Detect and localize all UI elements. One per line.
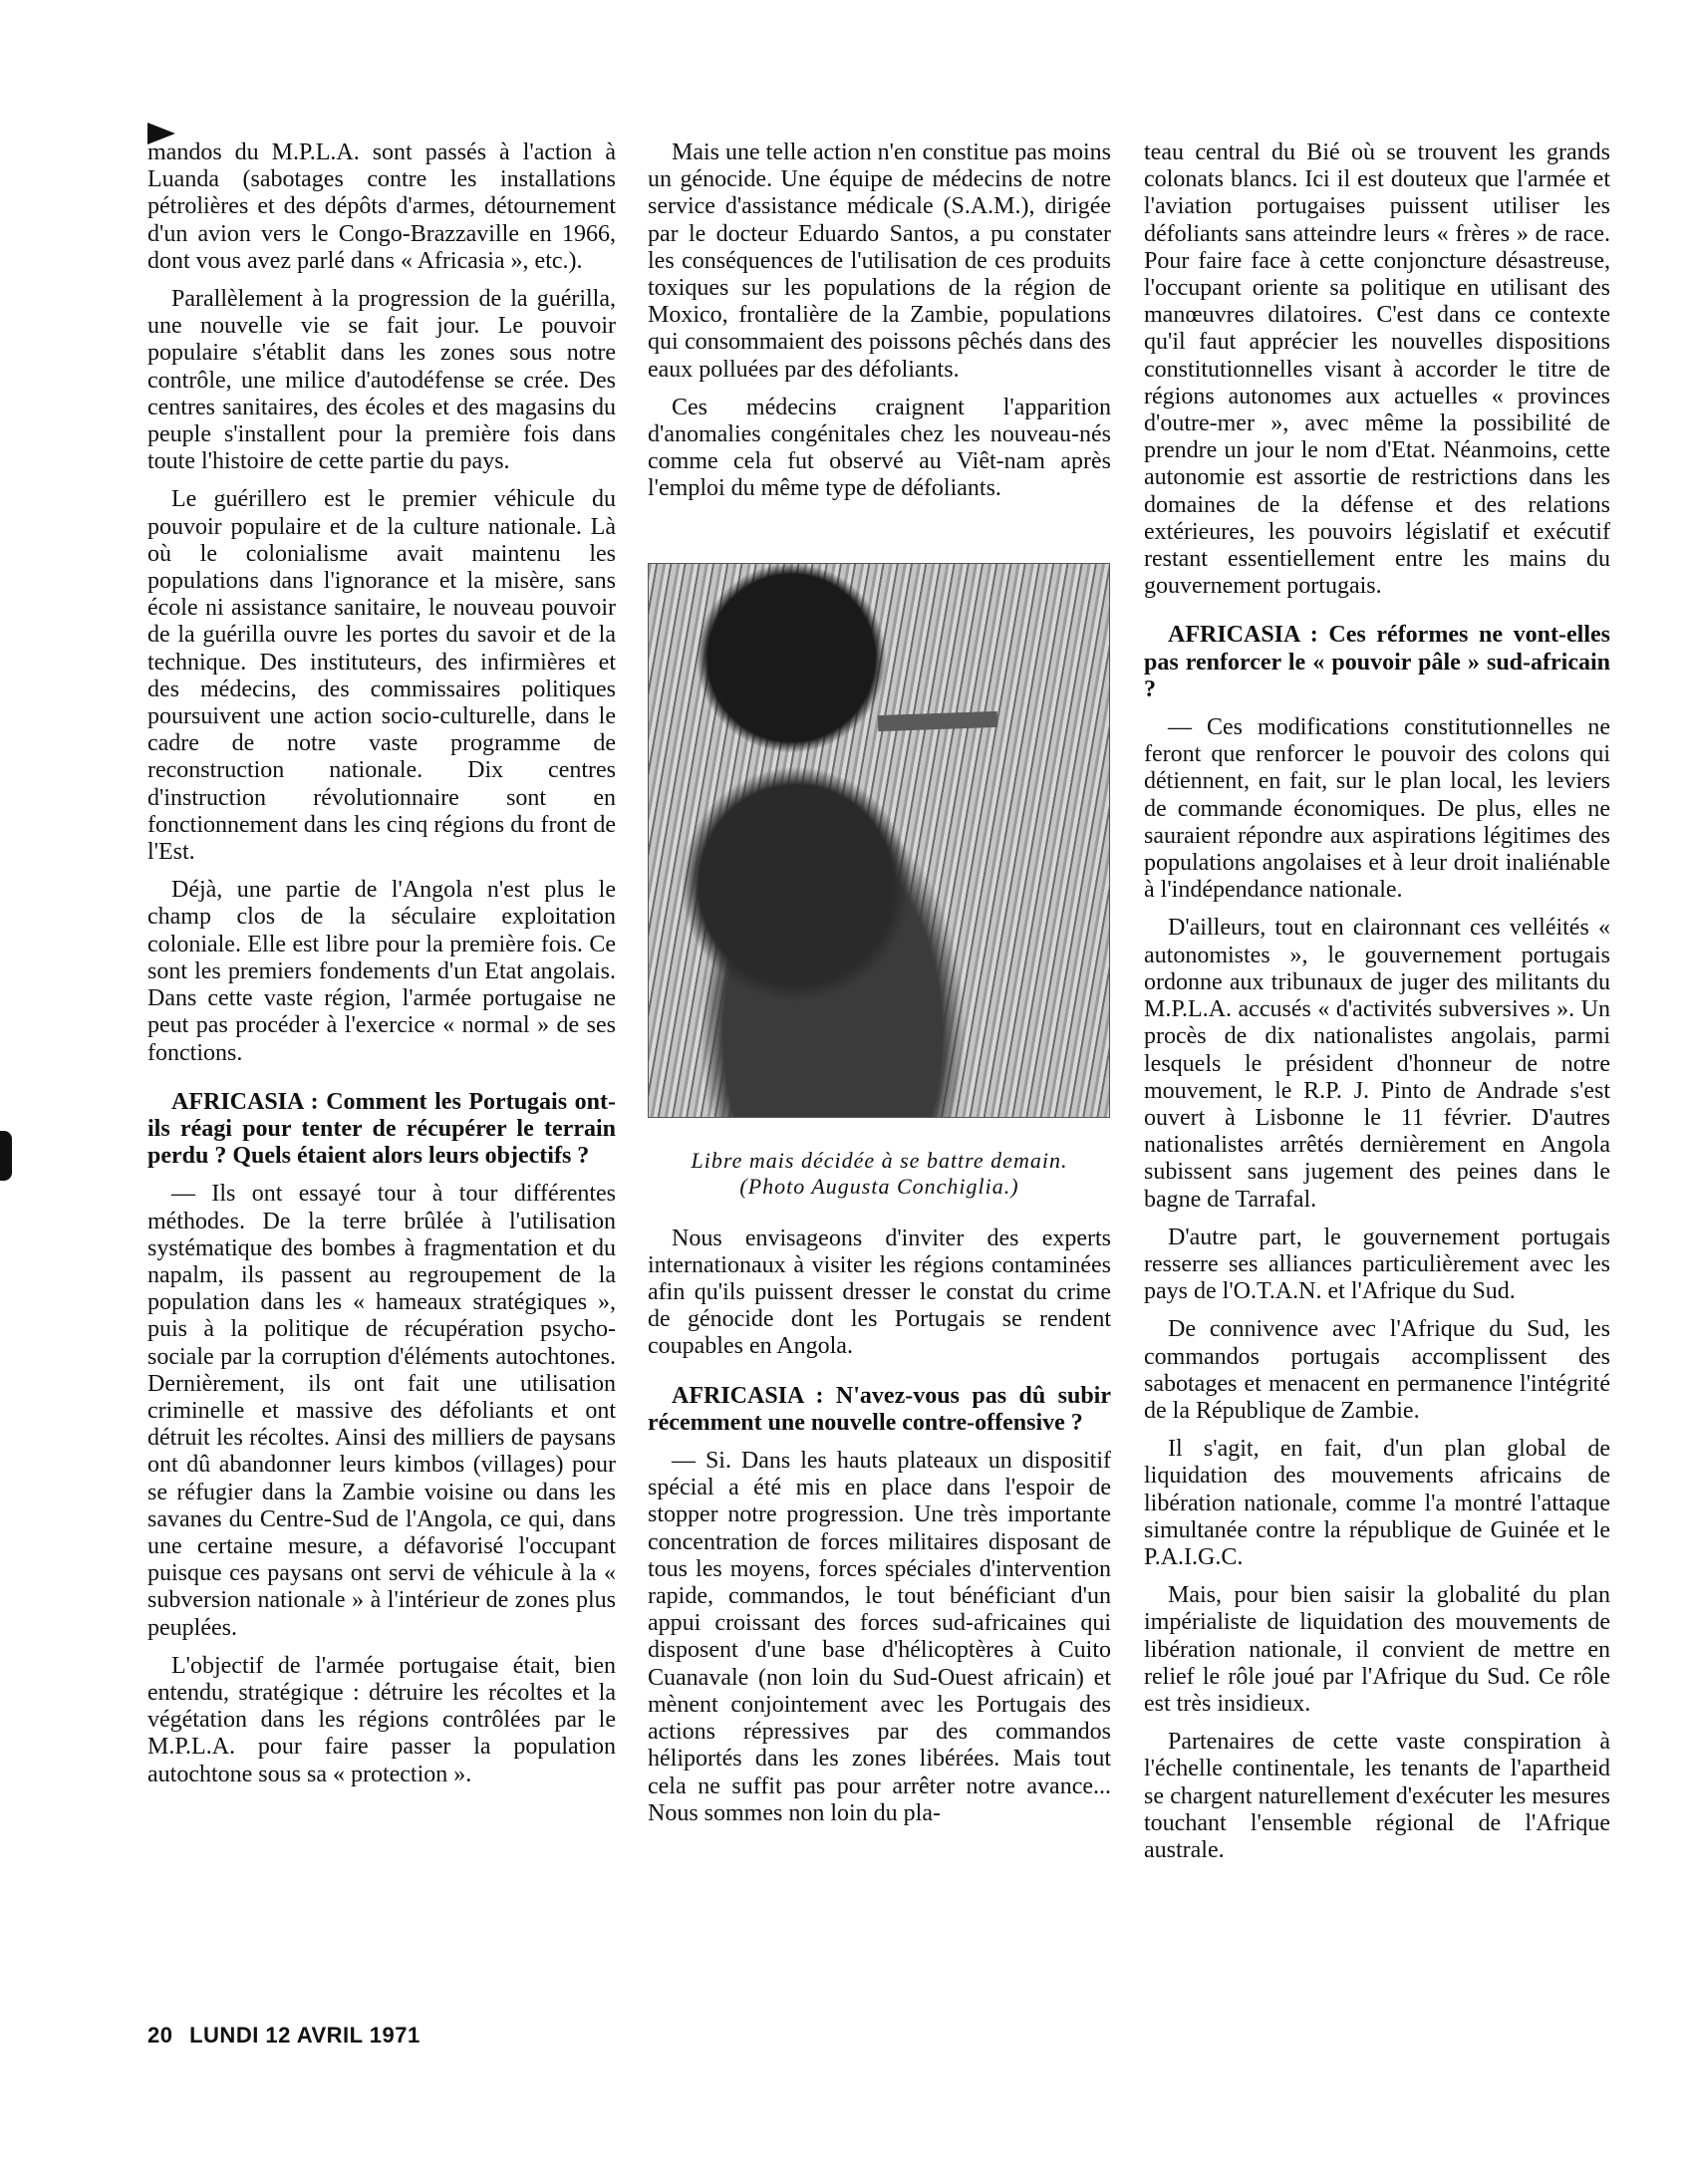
paragraph: Parallèlement à la progression de la guérilla, une nouvelle vie se fait jour. Le pouvoir populaire s'établit dans les zones sous notre contrôle, une milice d'autodéfense se crée. Des centres sanitaires, des écoles et des magasins du peuple s'installent pour la première fois dans toute l'histoire de cette partie du pays. — [147, 286, 616, 475]
paragraph: Mais, pour bien saisir la globalité du plan impérialiste de liquidation des mouvements de libération nationale, il convient de mettre en relief le rôle joué par l'Afrique du Sud. Ce rôle est très insidieux. — [1144, 1582, 1610, 1717]
interview-question: AFRICASIA : Comment les Portugais ont-ils réagi pour tenter de récupérer le terrain perdu ? Quels étaient alors leurs objectifs ? — [147, 1088, 616, 1170]
photo-caption — [648, 1148, 1111, 1200]
wooden-gun-shape — [878, 711, 997, 731]
page-footer — [147, 2023, 430, 2048]
interview-question: AFRICASIA : Ces réformes ne vont-elles pas renforcer le « pouvoir pâle » sud-africain ? — [1144, 622, 1610, 702]
paragraph: L'objectif de l'armée portugaise était, bien entendu, stratégique : détruire les récoltes et la végétation dans les régions contrôlées par le M.P.L.A. pour faire passer la population autochtone sous sa « protection ». — [147, 1652, 616, 1787]
caption-line: Libre mais décidée à se battre demain. — [691, 1147, 1068, 1173]
paragraph: — Si. Dans les hauts plateaux un dispositif spécial a été mis en place dans l'espoir de stopper notre progression. Une très importante concentration de forces militaires disposant de tous les moyens, forces spéciales d'intervention rapide, commandos, le tout bénéficiant d'un appui croissant des forces sud-africaines qui disposent d'une base d'hélicoptères à Cuito Cuanavale (non loin du Sud-Ouest africain) et mènent conjointement avec les Portugais des actions répressives par des commandos héliportés dans les zones libérées. Mais tout cela ne suffit pas pour arrêter notre avance... Nous sommes non loin du pla- — [648, 1448, 1111, 1826]
paragraph: D'autre part, le gouvernement portugais resserre ses alliances particulièrement avec les pays de l'O.T.A.N. et l'Afrique du Sud. — [1144, 1224, 1610, 1305]
page-edge-mark — [0, 1131, 12, 1181]
issue-date: LUNDI 12 AVRIL 1971 — [189, 2023, 421, 2048]
paragraph: De connivence avec l'Afrique du Sud, les commandos portugais accomplissent des sabotages et menacent en permanence l'intégrité de la République de Zambie. — [1144, 1316, 1610, 1424]
paragraph: Partenaires de cette vaste conspiration à l'échelle continentale, les tenants de l'apartheid se chargent naturellement d'exécuter les mesures touchant l'ensemble régional de l'Afrique australe. — [1144, 1729, 1610, 1863]
paragraph: Déjà, une partie de l'Angola n'est plus le champ clos de la séculaire exploitation coloniale. Elle est libre pour la première fois. Ce sont les premiers fondements d'un Etat angolais. Dans cette vaste région, l'armée portugaise ne peut pas procéder à l'exercice « normal » de ses fonctions. — [147, 877, 616, 1066]
paragraph: Ces médecins craignent l'apparition d'anomalies congénitales chez les nouveau-nés comme cela fut observé au Viêt-nam après l'emploi du même type de défoliants. — [648, 394, 1111, 502]
paragraph: D'ailleurs, tout en claironnant ces velléités « autonomistes », le gouvernement portugais ordonne aux tribunaux de juger des militants du M.P.L.A. accusés « d'activités subversives ». Un procès de dix nationalistes angolais, parmi lesquels le président d'honneur de notre mouvement, le R.P. J. Pinto de Andrade s'est ouvert à Lisbonne le 11 février. D'autres nationalistes arrêtés dernièrement en Angola subissent sans jugement des peines dans le bagne de Tarrafal. — [1144, 915, 1610, 1213]
column-1 — [147, 139, 616, 1799]
paragraph: Nous envisageons d'inviter des experts internationaux à visiter les régions contaminées afin qu'ils puissent dresser le constat du crime de génocide dont les Portugais se rendent coupables en Angola. — [648, 1225, 1111, 1360]
photo-child-with-wooden-gun — [648, 563, 1110, 1118]
paragraph: Il s'agit, en fait, d'un plan global de liquidation des mouvements africains de libération nationale, comme l'a montré l'attaque simultanée contre la république de Guinée et le P.A.I.G.C. — [1144, 1436, 1610, 1570]
paragraph: — Ils ont essayé tour à tour différentes méthodes. De la terre brûlée à l'utilisation systématique des bombes à fragmentation et du napalm, ils passent au regroupement de la population dans les « hameaux stratégiques », puis à la politique de récupération psycho-sociale par la corruption d'éléments autochtones. Dernièrement, ils ont fait une utilisation criminelle et massive des défoliants et ont détruit les récoltes. Ainsi des milliers de paysans ont dû abandonner leurs kimbos (villages) pour se réfugier dans la Zambie voisine ou dans les savanes du Centre-Sud de l'Angola, ce qui, dans une certaine mesure, a défavorisé l'occupant puisque ces paysans ont servi de véhicule à la « subversion nationale » à l'intérieur de zones plus peuplées. — [147, 1181, 616, 1641]
photo-credit: (Photo Augusta Conchiglia.) — [739, 1173, 1019, 1199]
paragraph: Mais une telle action n'en constitue pas moins un génocide. Une équipe de médecins de notre service d'assistance médicale (S.A.M.), dirigée par le docteur Eduardo Santos, a pu constater les conséquences de l'utilisation de ces produits toxiques sur les populations de la région de Moxico, frontalière de la Zambie, populations qui consommaient des poissons pêchés dans des eaux polluées par des défoliants. — [648, 139, 1111, 383]
column-3 — [1144, 139, 1610, 1875]
interview-question: AFRICASIA : N'avez-vous pas dû subir récemment une nouvelle contre-offensive ? — [648, 1382, 1111, 1436]
paragraph: mandos du M.P.L.A. sont passés à l'action à Luanda (sabotages contre les installations pétrolières et des dépôts d'armes, détournement d'un avion vers le Congo-Brazzaville en 1966, dont vous avez parlé dans « Africasia », etc.). — [147, 139, 616, 274]
column-2 — [648, 139, 1111, 1838]
page-number: 20 — [147, 2023, 173, 2048]
paragraph: teau central du Bié où se trouvent les grands colonats blancs. Ici il est douteux que l'armée et l'aviation portugaises puissent utiliser les défoliants sans atteindre leurs « frères » de race. Pour faire face à cette conjoncture désastreuse, l'occupant oriente sa politique en utilisant des manœuvres dilatoires. C'est dans ce contexte qu'il faut apprécier les nouvelles dispositions constitutionnelles visant à accorder le titre de régions autonomes aux actuelles « provinces d'outre-mer », avec même la possibilité de prendre un jour le nom d'Etat. Néanmoins, cette autonomie est assortie de restrictions dans les domaines de la défense et des relations extérieures, les pouvoirs législatif et exécutif restant essentiellement entre les mains du gouvernement portugais. — [1144, 139, 1610, 600]
paragraph: — Ces modifications constitutionnelles ne feront que renforcer le pouvoir des colons qui détiennent, en fait, sur le plan local, les leviers de commande économiques. De plus, elles ne sauraient répondre aux aspirations légitimes des populations angolaises et à leur droit inaliénable à l'indépendance nationale. — [1144, 714, 1610, 904]
paragraph: Le guérillero est le premier véhicule du pouvoir populaire et de la culture nationale. Là où le colonialisme avait maintenu les populations dans l'ignorance et la misère, sans école ni assistance sanitaire, le nouveau pouvoir de la guérilla ouvre les portes du savoir et de la technique. Des instituteurs, des infirmières et des médecins, des commissaires politiques poursuivent une action socio-culturelle, dans le cadre de notre vaste programme de reconstruction nationale. Dix centres d'instruction révolutionnaire sont en fonctionnement dans les cinq régions du front de l'Est. — [147, 486, 616, 866]
